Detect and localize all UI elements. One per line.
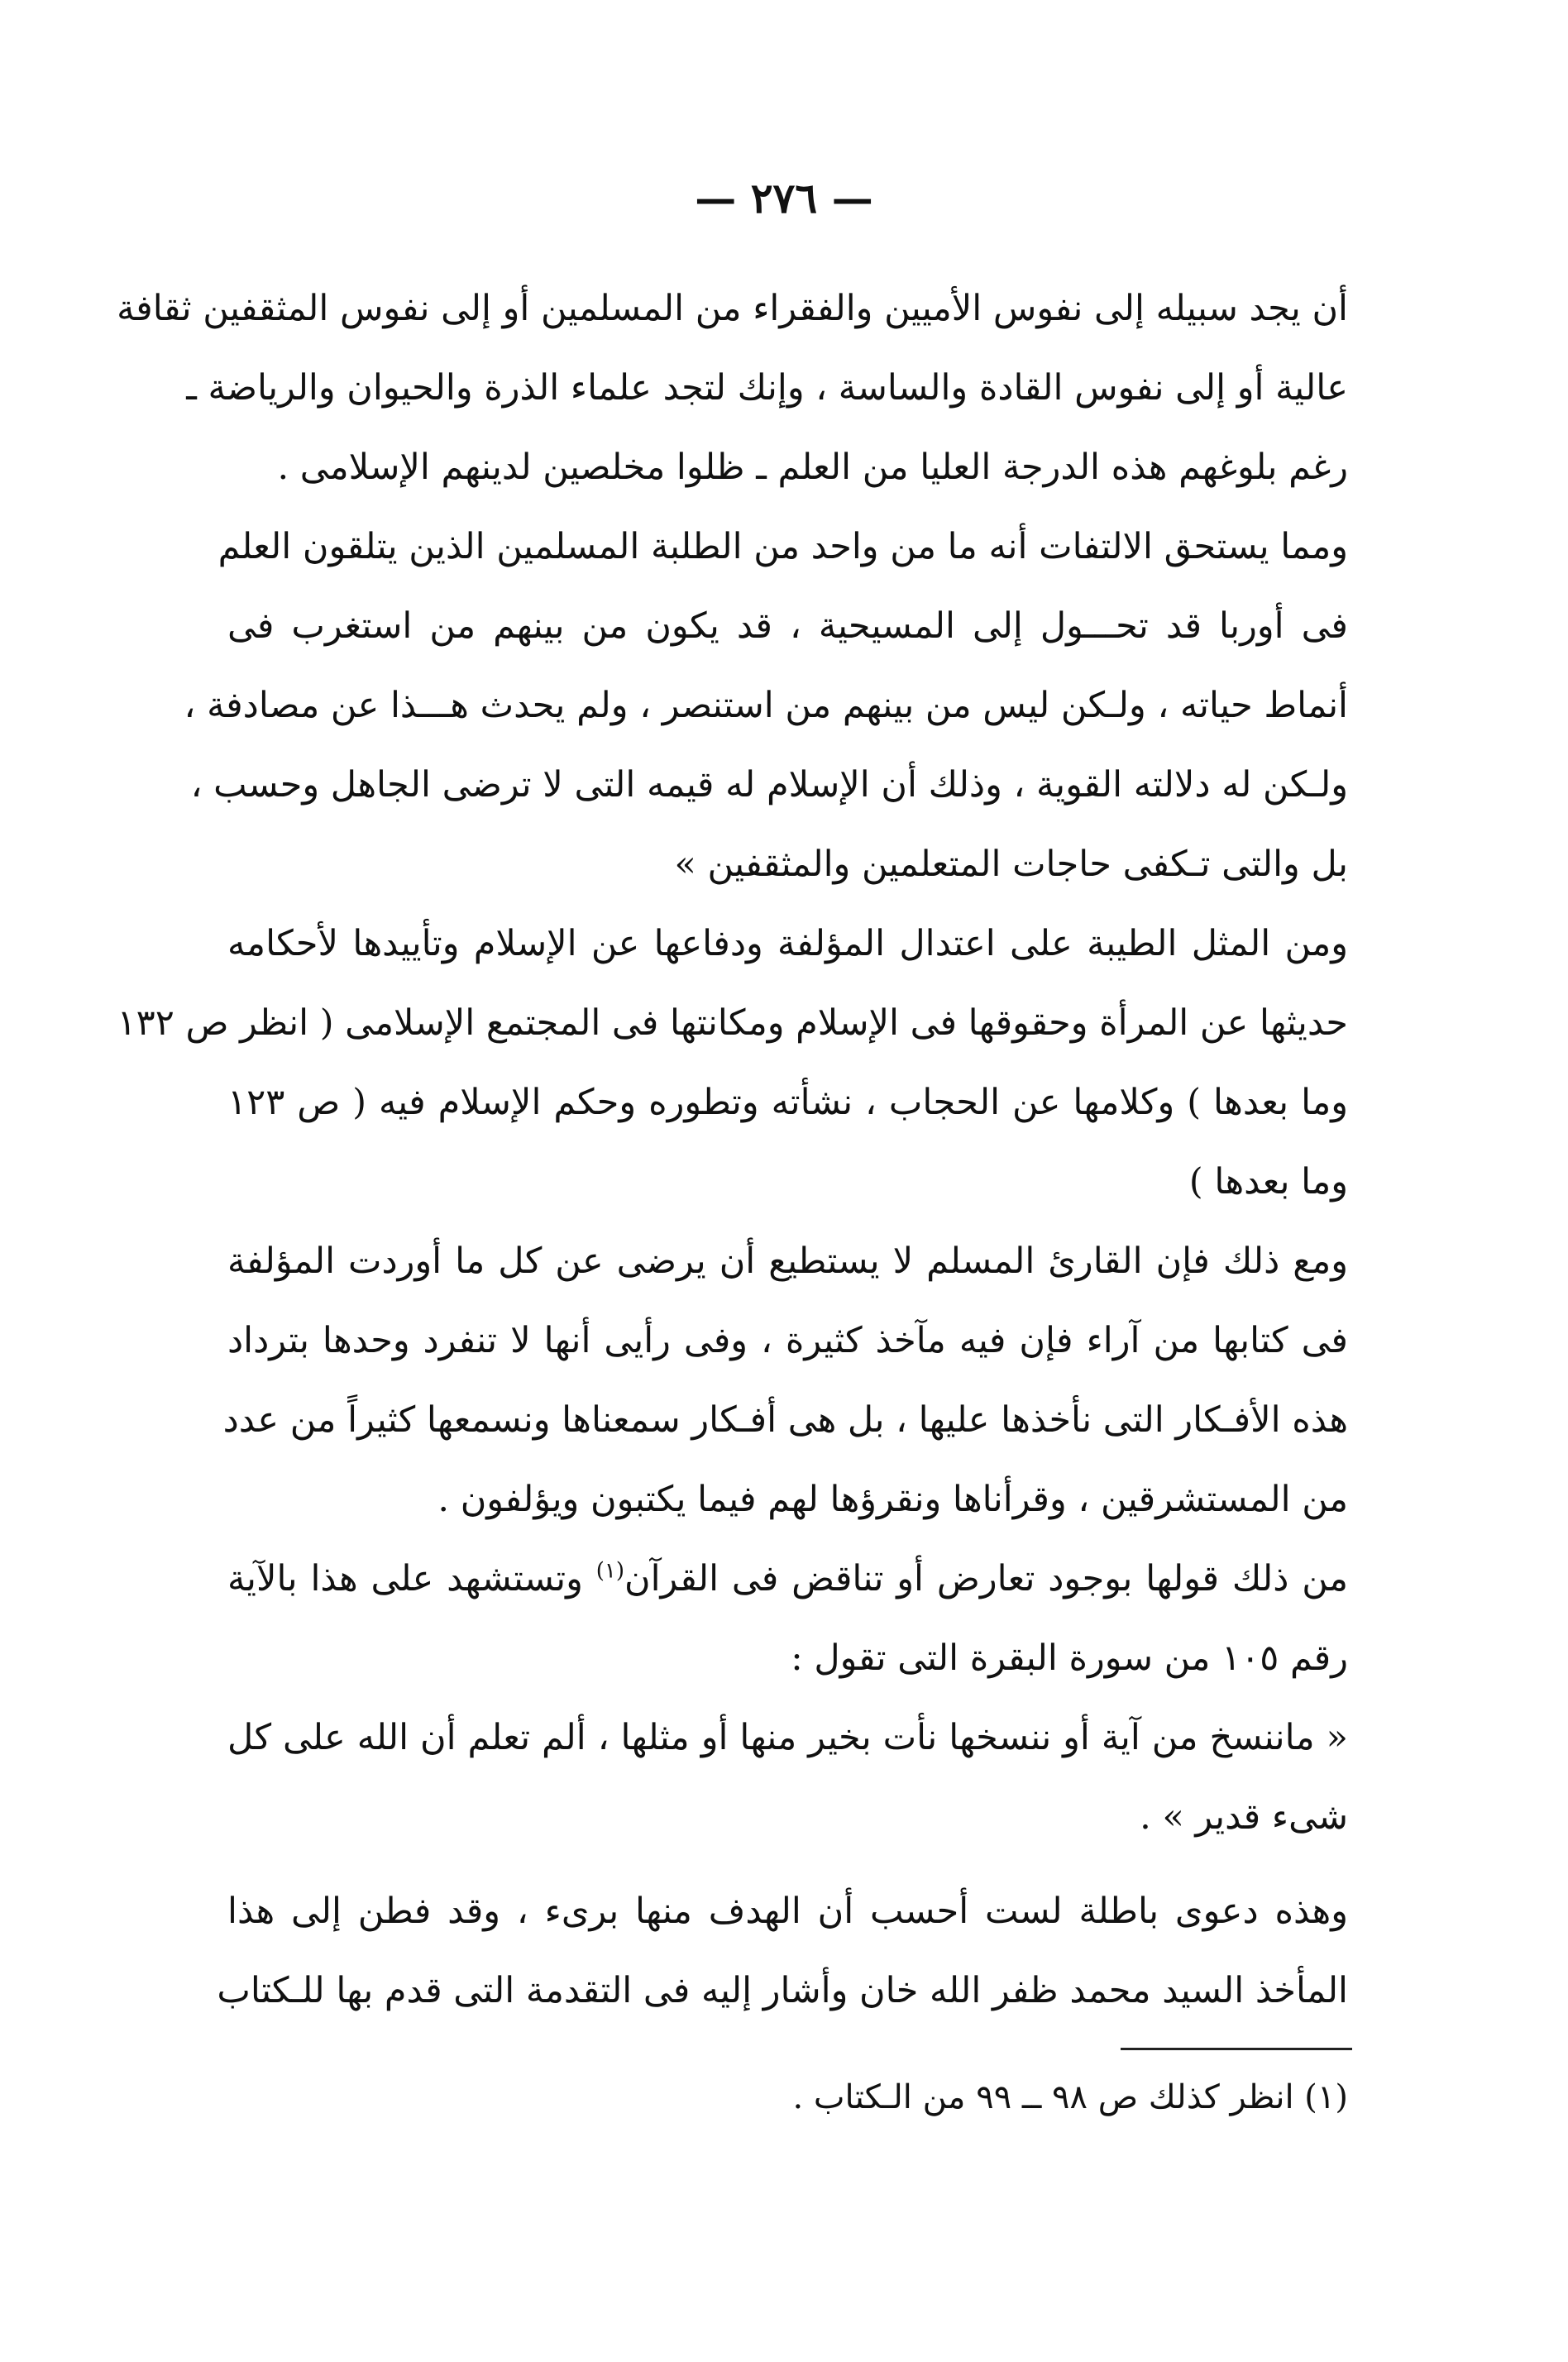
- text-line: ومع ذلك فإن القارئ المسلم لا يستطيع أن يرضى عن كل ما أوردت المؤلفة: [227, 1241, 1348, 1282]
- text-line: رقم ١٠٥ من سورة البقرة التى تقول :: [791, 1638, 1348, 1679]
- text-line: بل والتى تـكفى حاجات المتعلمين والمثقفين »: [674, 844, 1348, 885]
- text-line: رغم بلوغهم هذه الدرجة العليا من العلم ـ ظلوا مخلصين لدينهم الإسلامى .: [277, 447, 1348, 488]
- text-line: أن يجد سبيله إلى نفوس الأميين والفقراء من المسلمين أو إلى نفوس المثقفين ثقافة: [117, 288, 1348, 329]
- footnote-divider: [1121, 2048, 1352, 2050]
- text-line: المأخذ السيد محمد ظفر الله خان وأشار إليه فى التقدمة التى قدم بها للـكتاب: [217, 1970, 1348, 2011]
- text-line: هذه الأفـكار التى نأخذها عليها ، بل هى أفـكار سمعناها ونسمعها كثيراً من عدد: [222, 1399, 1348, 1441]
- text-segment: من ذلك قولها بوجود تعارض أو تناقض فى القرآن: [624, 1558, 1348, 1599]
- footnote-marker: (١): [595, 1558, 625, 1584]
- page-number: — ٢٧٦ —: [695, 174, 873, 222]
- text-line: ومن المثل الطيبة على اعتدال المؤلفة ودفاعها عن الإسلام وتأييدها لأحكامه: [227, 923, 1348, 964]
- text-line: وما بعدها ) وكلامها عن الحجاب ، نشأته وتطوره وحكم الإسلام فيه ( ص ١٢٣: [227, 1082, 1348, 1123]
- quote-line: « ماننسخ من آية أو ننسخها نأت بخير منها أو مثلها ، ألم تعلم أن الله على كل: [227, 1717, 1348, 1758]
- text-line: ولـكن له دلالته القوية ، وذلك أن الإسلام له قيمه التى لا ترضى الجاهل وحسب ،: [190, 764, 1348, 806]
- text-line-with-footnote: [227, 1539, 1348, 1618]
- quote-line: شىء قدير » .: [1140, 1796, 1348, 1838]
- text-line: فى أوربا قد تحـــول إلى المسيحية ، قد يكون من بينهم من استغرب فى: [227, 605, 1348, 647]
- text-line: حديثها عن المرأة وحقوقها فى الإسلام ومكانتها فى المجتمع الإسلامى ( انظر ص ١٣٢: [117, 1002, 1348, 1044]
- text-segment: وتستشهد على هذا بالآية: [227, 1558, 596, 1599]
- footnote: (١) انظر كذلك ص ٩٨ ــ ٩٩ من الـكتاب .: [792, 2078, 1348, 2116]
- text-line: وما بعدها ): [1188, 1161, 1348, 1203]
- text-line: ومما يستحق الالتفات أنه ما من واحد من الطلبة المسلمين الذين يتلقون العلم: [218, 526, 1348, 567]
- text-line: أنماط حياته ، ولـكن ليس من بينهم من استنصر ، ولم يحدث هـــذا عن مصادفة ،: [184, 685, 1348, 726]
- text-line: عالية أو إلى نفوس القادة والساسة ، وإنك لتجد علماء الذرة والحيوان والرياضة ـ: [186, 367, 1348, 409]
- body-text: [117, 269, 1348, 2030]
- text-line: فى كتابها من آراء فإن فيه مآخذ كثيرة ، وفى رأيى أنها لا تنفرد وحدها بترداد: [227, 1320, 1348, 1361]
- text-line: من المستشرقين ، وقرأناها ونقرؤها لهم فيما يكتبون ويؤلفون .: [437, 1479, 1348, 1520]
- text-line: وهذه دعوى باطلة لست أحسب أن الهدف منها برىء ، وقد فطن إلى هذا: [227, 1891, 1348, 1932]
